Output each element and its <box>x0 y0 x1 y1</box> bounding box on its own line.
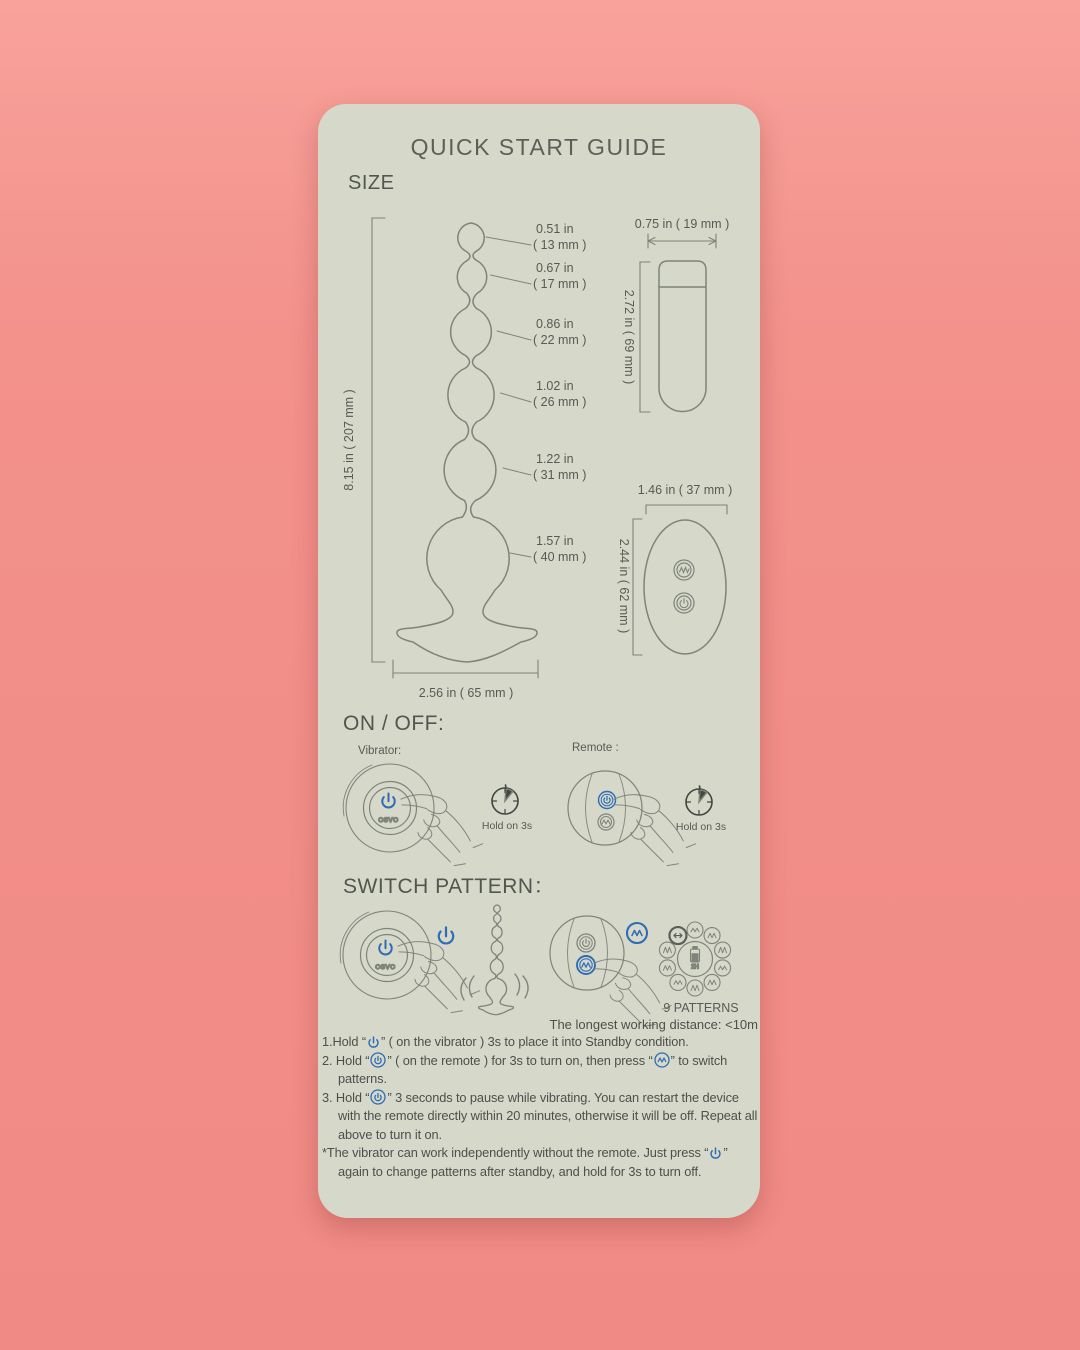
bullet-width-dimension <box>648 234 716 248</box>
pattern-cycle-icon <box>669 927 686 944</box>
instruction-line: 2. Hold “ ” ( on the remote ) for 3s to turn on, then press “ ” to switch <box>322 1052 728 1068</box>
remote-width-dimension <box>646 505 727 514</box>
power-circle-icon <box>370 1089 386 1105</box>
page-title: QUICK START GUIDE <box>410 134 668 160</box>
diameter-label: 0.51 in <box>536 222 574 236</box>
diameter-label: 1.22 in <box>536 452 574 466</box>
pattern-icon <box>670 974 686 990</box>
switch-vibrator-diagram <box>340 911 479 1013</box>
beads-height-dimension <box>372 218 385 662</box>
vibrator-brand: OSVO <box>375 964 396 971</box>
diameter-label: ( 22 mm ) <box>533 333 587 347</box>
beads-leader-lines <box>486 237 531 557</box>
hold-clock-icon <box>686 786 712 815</box>
remote-power-button <box>577 934 595 952</box>
hold-clock-icon <box>492 785 518 814</box>
power-circle-icon <box>370 1052 386 1068</box>
vibrating-beads-diagram <box>461 905 528 1015</box>
remote-wave-button <box>674 560 694 580</box>
patterns-cluster <box>659 922 730 996</box>
pattern-icon <box>704 928 720 944</box>
switch-remote-diagram <box>550 916 671 1026</box>
remote-size-diagram <box>633 505 727 655</box>
power-icon <box>367 1035 380 1049</box>
remote-label: Remote : <box>572 742 619 754</box>
remote-power-button <box>599 792 616 809</box>
battery-icon <box>691 947 700 962</box>
instruction-line: 1.Hold “ ” ( on the vibrator ) 3s to place it into Standby condition. <box>322 1034 689 1049</box>
instruction-line: again to change patterns after standby, and hold for 3s to turn off. <box>338 1163 702 1179</box>
diameter-label: ( 31 mm ) <box>533 468 587 482</box>
instruction-line: 3. Hold “ ” 3 seconds to pause while vibrating. You can restart the device <box>322 1089 739 1105</box>
diameter-label: 1.57 in <box>536 534 574 548</box>
beads-width-label: 2.56 in ( 65 mm ) <box>418 686 514 700</box>
diameter-label: ( 26 mm ) <box>533 395 587 409</box>
diameter-label: ( 40 mm ) <box>533 550 587 564</box>
pattern-icon <box>715 960 731 976</box>
instructions <box>322 1033 757 1181</box>
beads-width-dimension <box>393 660 538 678</box>
pattern-icon <box>659 942 675 958</box>
beads-outline <box>397 223 537 662</box>
wave-circle-icon <box>654 1052 670 1068</box>
power-icon <box>439 927 453 943</box>
onoff-vibrator-diagram <box>343 764 482 866</box>
bullet-height-dimension <box>640 262 650 412</box>
diameter-label: ( 17 mm ) <box>533 277 587 291</box>
hold-on-label: Hold on 3s <box>675 821 727 833</box>
vibrator-label: Vibrator: <box>358 745 402 757</box>
remote-wave-button <box>598 814 614 830</box>
pattern-icon <box>715 942 731 958</box>
diameter-label: 0.67 in <box>536 261 574 275</box>
diameter-label: 0.86 in <box>536 317 574 331</box>
hold-on-label: Hold on 3s <box>481 820 533 832</box>
size-heading: SIZE <box>348 172 395 194</box>
beads-diameter-labels <box>533 222 586 564</box>
wave-icon <box>627 923 647 943</box>
pattern-icon <box>659 960 675 976</box>
remote-height-label: 2.44 in ( 62 mm ) <box>617 538 631 634</box>
battery-runtime-label: 2H <box>691 964 699 971</box>
instruction-line: above to turn it on. <box>338 1126 442 1142</box>
bullet-width-label: 0.75 in ( 19 mm ) <box>634 217 730 231</box>
remote-wave-button <box>577 956 595 974</box>
switch-heading: SWITCH PATTERN： <box>343 875 556 898</box>
onoff-remote-diagram <box>568 771 696 866</box>
instruction-line: *The vibrator can work independently without the remote. Just press “ ” <box>322 1145 728 1160</box>
onoff-heading: ON / OFF: <box>343 712 445 735</box>
diameter-label: ( 13 mm ) <box>533 238 587 252</box>
pattern-icon <box>704 974 720 990</box>
remote-height-dimension <box>633 519 642 655</box>
bullet-height-label: 2.72 in ( 69 mm ) <box>622 289 636 385</box>
instruction-line: with the remote directly within 20 minutes, otherwise it will be off. Repeat all <box>338 1108 758 1123</box>
patterns-count-label: 9 PATTERNS <box>663 1001 739 1015</box>
pattern-icon <box>687 980 703 996</box>
instruction-line: patterns. <box>338 1071 387 1086</box>
beads-diagram <box>372 218 538 678</box>
beads-height-label: 8.15 in ( 207 mm ) <box>342 389 356 491</box>
power-icon <box>709 1146 722 1160</box>
vibrator-brand: OSVO <box>378 817 399 824</box>
remote-width-label: 1.46 in ( 37 mm ) <box>637 483 733 497</box>
remote-power-button <box>674 593 694 613</box>
pattern-icon <box>687 922 703 938</box>
diameter-label: 1.02 in <box>536 379 574 393</box>
bullet-diagram <box>640 234 716 412</box>
distance-note: The longest working distance: <10m <box>549 1017 758 1032</box>
